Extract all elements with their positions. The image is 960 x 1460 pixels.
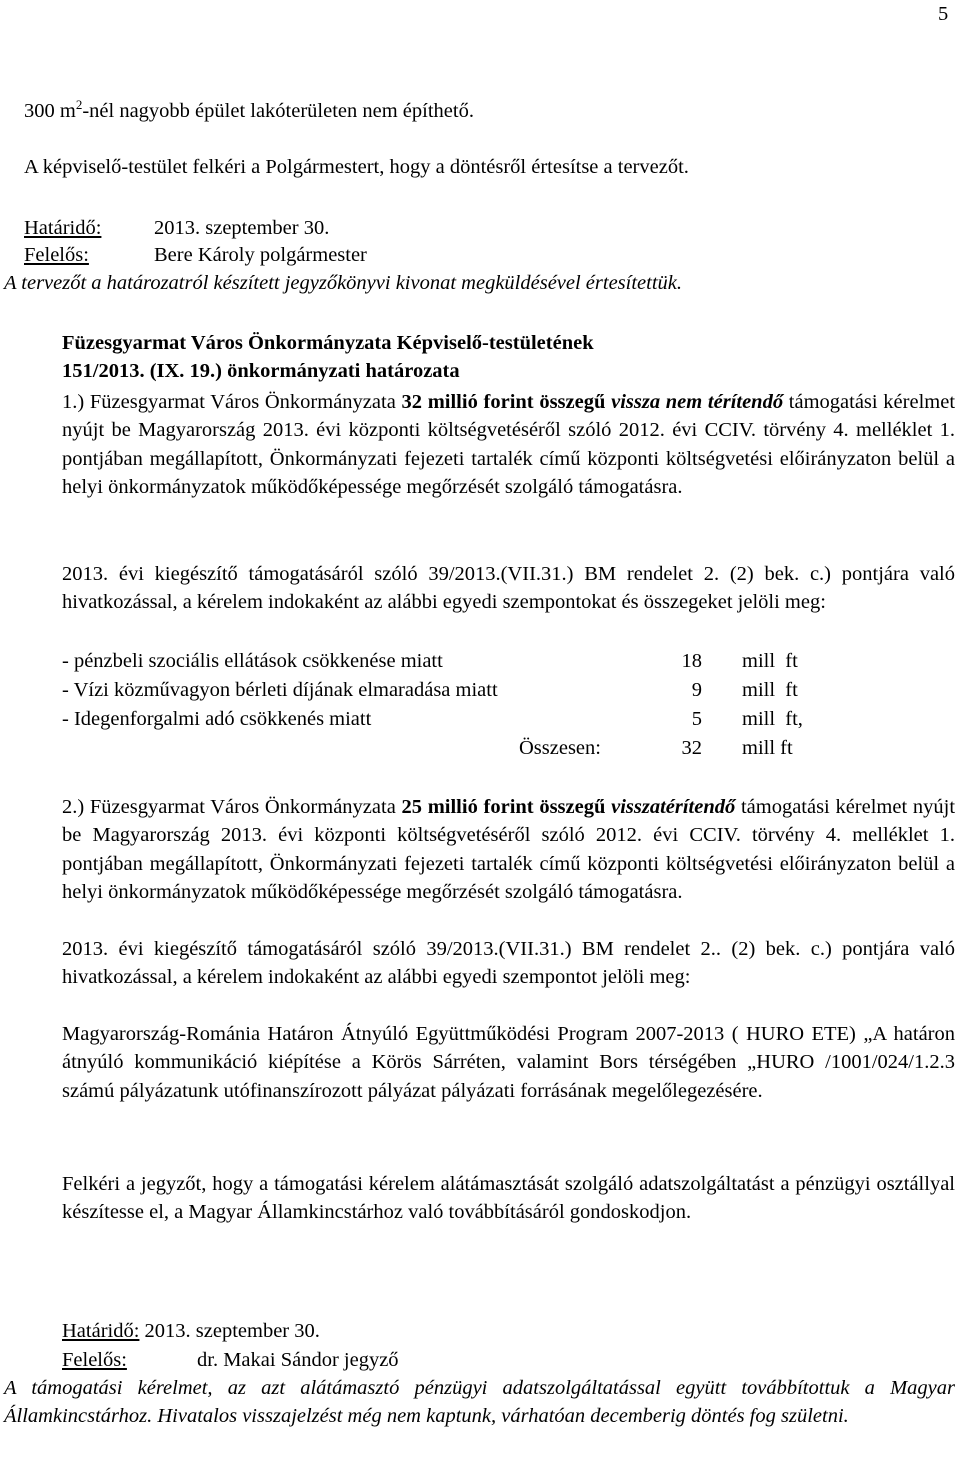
item-row <box>62 651 822 675</box>
deadline-2 <box>62 1321 320 1342</box>
page-number: 5 <box>938 3 949 25</box>
note-2: A támogatási kérelmet, az azt alátámasztó pénzügyi adatszolgáltatással együtt továbbítottuk a Magyar Államkincstárhoz. Hivatalos visszajelzést még nem kaptunk, várhatóan decemberig döntés fog születni. <box>4 1377 955 1428</box>
item-unit: mill ft <box>742 679 798 701</box>
item-row <box>62 709 822 733</box>
item-label: - pénzbeli szociális ellátások csökkenése miatt <box>62 650 443 672</box>
intro-line-1 <box>24 97 474 122</box>
intro-line-2: A képviselő-testület felkéri a Polgármestert, hogy a döntésről értesítse a tervezőt. <box>24 156 689 178</box>
item-amount: 5 <box>691 708 702 730</box>
point-1-pre: 1.) Füzesgyarmat Város Önkormányzata <box>62 391 402 413</box>
item-amount: 18 <box>681 650 702 672</box>
responsible-2 <box>62 1350 127 1371</box>
item-unit: mill ft <box>742 650 798 672</box>
point-1-amount: 32 millió forint összegű <box>401 391 606 413</box>
responsible-2-value: dr. Makai Sándor jegyző <box>197 1349 399 1371</box>
point-1-body: támogatási kérelmet nyújt be Magyarország 2013. évi központi költségvetéséről szóló 2012. évi CCIV. törvény 4. melléklet 1. pontjában megállapított, Önkormányzati fejezeti tartalék című központi költségvetési előirányzaton belül a helyi önkormányzatok működőképessége megőrzését szolgáló támogatásra. <box>62 391 956 498</box>
item-row <box>62 680 822 704</box>
resolution-heading-1: Füzesgyarmat Város Önkormányzata Képviselő-testületének <box>62 332 594 354</box>
deadline-1-label: Határidő: <box>24 217 102 239</box>
item-label: - Vízi közművagyon bérleti díjának elmaradása miatt <box>62 679 498 701</box>
resolution-heading-2: 151/2013. (IX. 19.) önkormányzati határozata <box>62 360 460 382</box>
responsible-1-value: Bere Károly polgármester <box>154 244 367 266</box>
total-unit: mill ft <box>742 737 793 759</box>
deadline-1-value: 2013. szeptember 30. <box>154 217 330 239</box>
point-2-pre: 2.) Füzesgyarmat Város Önkormányzata <box>62 796 402 818</box>
intro-line-1-post: -nél nagyobb épület lakóterületen nem építhető. <box>82 100 474 122</box>
note-1: A tervezőt a határozatról készített jegyzőkönyvi kivonat megküldésével értesítettük. <box>4 272 683 294</box>
point-2-type: visszatérítendő <box>611 796 736 818</box>
item-unit: mill ft, <box>742 708 803 730</box>
total-amount: 32 <box>681 737 702 759</box>
intro-line-1-pre: 300 m <box>24 100 76 122</box>
point-2-body: támogatási kérelmet nyújt be Magyarország 2013. évi központi költségvetéséről szóló 2012. évi CCIV. törvény 4. melléklet 1. pontjában megállapított, Önkormányzati fejezeti tartalék című központi költségvetési előirányzaton belül a helyi önkormányzatok működőképessége megőrzését szolgáló támogatásra. <box>62 796 956 903</box>
superscript: 2 <box>75 97 83 112</box>
request-paragraph: Felkéri a jegyzőt, hogy a támogatási kérelem alátámasztását szolgáló adatszolgáltatást a pénzügyi osztállyal készítesse el, a Magyar Államkincstárhoz való továbbításáról gondoskodjon. <box>62 1173 955 1224</box>
point-2-program: Magyarország-Románia Határon Átnyúló Együttműködési Program 2007-2013 ( HURO ETE) „A határon átnyúló kommunikáció kiépítése a Körös Sárréten, valamint Bors térségében „HURO /1001/024/1.2.3 számú pályázatunk utófinanszírozott pályázat pályázati forrásának megelőlegezésére. <box>62 1023 955 1102</box>
item-label: - Idegenforgalmi adó csökkenés miatt <box>62 708 372 730</box>
item-amount: 9 <box>691 679 702 701</box>
deadline-2-value: 2013. szeptember 30. <box>139 1320 320 1342</box>
total-row <box>62 738 822 762</box>
responsible-1-label: Felelős: <box>24 244 89 266</box>
responsible-1 <box>24 245 89 266</box>
total-label: Összesen: <box>519 737 601 759</box>
point-2-amount: 25 millió forint összegű <box>401 796 606 818</box>
point-2-reference: 2013. évi kiegészítő támogatásáról szóló 39/2013.(VII.31.) BM rendelet 2.. (2) bek. c.) pontjára való hivatkozással, a kérelem indokaként az alábbi egyedi szempontot jelöli meg: <box>62 938 955 989</box>
point-1-reference: 2013. évi kiegészítő támogatásáról szóló 39/2013.(VII.31.) BM rendelet 2. (2) bek. c.) pontjára való hivatkozással, a kérelem indokaként az alábbi egyedi szempontokat és összegeket jelöli meg: <box>62 563 955 614</box>
point-1-paragraph <box>62 388 955 501</box>
deadline-2-label: Határidő: <box>62 1320 140 1342</box>
deadline-1 <box>24 218 101 239</box>
point-1-type: vissza nem térítendő <box>611 391 784 413</box>
responsible-2-label: Felelős: <box>62 1349 127 1371</box>
point-2-paragraph <box>62 793 955 906</box>
